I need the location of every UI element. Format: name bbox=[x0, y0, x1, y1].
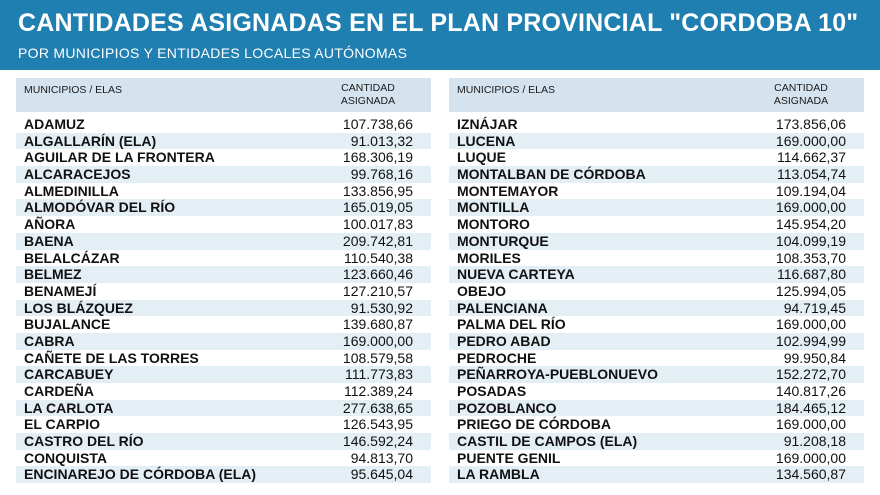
municipality-name: CARDEÑA bbox=[24, 383, 94, 399]
municipality-name: AÑORA bbox=[24, 216, 76, 233]
assigned-amount: 140.817,26 bbox=[775, 383, 846, 399]
assigned-amount: 165.019,05 bbox=[342, 199, 413, 216]
assigned-amount: 169.000,00 bbox=[342, 332, 413, 349]
left-table bbox=[16, 78, 431, 483]
column-header-municipios: MUNICIPIOS / ELAS bbox=[457, 84, 556, 96]
assigned-amount: 110.540,38 bbox=[343, 249, 413, 266]
right-table bbox=[449, 78, 864, 483]
assigned-amount: 169.000,00 bbox=[775, 199, 846, 216]
municipality-name: PALMA DEL RÍO bbox=[457, 316, 566, 333]
assigned-amount: 108.353,70 bbox=[775, 249, 846, 266]
table-row bbox=[16, 433, 431, 450]
assigned-amount: 99.768,16 bbox=[350, 166, 413, 183]
table-row bbox=[449, 366, 864, 383]
right-table-header bbox=[449, 78, 864, 112]
assigned-amount: 114.662,37 bbox=[776, 149, 846, 166]
assigned-amount: 91.530,92 bbox=[350, 299, 413, 316]
assigned-amount: 91.013,32 bbox=[350, 132, 413, 149]
assigned-amount: 100.017,83 bbox=[342, 216, 413, 233]
municipality-name: CAÑETE DE LAS TORRES bbox=[24, 349, 199, 366]
table-row bbox=[16, 383, 431, 400]
municipality-name: ALMODÓVAR DEL RÍO bbox=[24, 199, 176, 216]
assigned-amount: 104.099,19 bbox=[775, 232, 846, 249]
assigned-amount: 145.954,20 bbox=[775, 216, 846, 233]
table-row bbox=[16, 300, 431, 317]
municipality-name: MONTURQUE bbox=[457, 232, 549, 249]
municipality-name: BENAMEJÍ bbox=[24, 282, 97, 299]
assigned-amount: 152.272,70 bbox=[775, 366, 846, 383]
table-row bbox=[449, 283, 864, 300]
assigned-amount: 125.994,05 bbox=[775, 282, 846, 299]
table-row bbox=[16, 450, 431, 467]
municipality-name: LUCENA bbox=[457, 132, 516, 149]
table-row bbox=[449, 416, 864, 433]
municipality-name: ADAMUZ bbox=[24, 116, 85, 132]
assigned-amount: 134.560,87 bbox=[775, 466, 846, 483]
table-row bbox=[449, 149, 864, 166]
table-row bbox=[449, 300, 864, 317]
table-row bbox=[16, 466, 431, 483]
column-header-cantidad-line2: ASIGNADA bbox=[773, 95, 829, 107]
assigned-amount: 169.000,00 bbox=[775, 416, 846, 433]
table-row bbox=[449, 433, 864, 450]
municipality-name: PEDROCHE bbox=[457, 349, 537, 366]
municipality-name: BUJALANCE bbox=[24, 316, 111, 333]
assigned-amount: 112.389,24 bbox=[343, 383, 413, 399]
assigned-amount: 102.994,99 bbox=[775, 332, 846, 349]
assigned-amount: 126.543,95 bbox=[342, 416, 413, 433]
assigned-amount: 169.000,00 bbox=[775, 316, 846, 333]
table-row bbox=[449, 216, 864, 233]
municipality-name: LUQUE bbox=[457, 149, 506, 166]
left-table-header bbox=[16, 78, 431, 112]
assigned-amount: 146.592,24 bbox=[342, 433, 413, 450]
municipality-name: ALGALLARÍN (ELA) bbox=[24, 132, 157, 149]
assigned-amount: 94.719,45 bbox=[783, 299, 846, 316]
assigned-amount: 95.645,04 bbox=[350, 466, 413, 483]
assigned-amount: 116.687,80 bbox=[776, 266, 846, 283]
table-row bbox=[16, 350, 431, 367]
municipality-name: BELMEZ bbox=[24, 266, 82, 283]
assigned-amount: 169.000,00 bbox=[775, 132, 846, 149]
header-banner bbox=[0, 0, 880, 70]
assigned-amount: 123.660,46 bbox=[342, 266, 413, 283]
municipality-name: CABRA bbox=[24, 332, 75, 349]
table-row bbox=[449, 233, 864, 250]
table-row bbox=[16, 416, 431, 433]
assigned-amount: 127.210,57 bbox=[342, 282, 413, 299]
table-row bbox=[449, 166, 864, 183]
assigned-amount: 277.638,65 bbox=[342, 399, 413, 416]
table-row bbox=[449, 333, 864, 350]
assigned-amount: 184.465,12 bbox=[775, 399, 846, 416]
municipality-name: PRIEGO DE CÓRDOBA bbox=[457, 416, 612, 433]
municipality-name: BELALCÁZAR bbox=[24, 249, 120, 266]
table-row bbox=[16, 133, 431, 150]
municipality-name: CONQUISTA bbox=[24, 449, 107, 466]
municipality-name: MONTILLA bbox=[457, 199, 530, 216]
assigned-amount: 111.773,83 bbox=[345, 366, 413, 383]
assigned-amount: 169.000,00 bbox=[775, 449, 846, 466]
table-row bbox=[16, 166, 431, 183]
assigned-amount: 133.856,95 bbox=[342, 182, 413, 199]
municipality-name: ALMEDINILLA bbox=[24, 182, 119, 199]
column-header-cantidad-line2: ASIGNADA bbox=[340, 95, 396, 107]
assigned-amount: 108.579,58 bbox=[342, 349, 413, 366]
table-row bbox=[16, 366, 431, 383]
table-row bbox=[449, 199, 864, 216]
assigned-amount: 113.054,74 bbox=[776, 166, 846, 183]
municipality-name: CARCABUEY bbox=[24, 366, 114, 383]
assigned-amount: 209.742,81 bbox=[342, 232, 413, 249]
table-row bbox=[16, 333, 431, 350]
assigned-amount: 168.306,19 bbox=[342, 149, 413, 166]
left-table-body bbox=[16, 116, 431, 483]
municipality-name: LA RAMBLA bbox=[457, 466, 540, 483]
assigned-amount: 91.208,18 bbox=[783, 433, 846, 450]
municipality-name: PEÑARROYA-PUEBLONUEVO bbox=[457, 366, 658, 383]
municipality-name: EL CARPIO bbox=[24, 416, 100, 433]
municipality-name: ENCINAREJO DE CÓRDOBA (ELA) bbox=[24, 466, 257, 483]
table-row bbox=[16, 283, 431, 300]
municipality-name: NUEVA CARTEYA bbox=[457, 266, 575, 283]
page-title: CANTIDADES ASIGNADAS EN EL PLAN PROVINCIAL "CORDOBA 10" bbox=[18, 9, 859, 37]
municipality-name: CASTIL DE CAMPOS (ELA) bbox=[457, 433, 638, 450]
assigned-amount: 94.813,70 bbox=[350, 449, 413, 466]
table-row bbox=[16, 316, 431, 333]
column-header-cantidad bbox=[333, 82, 403, 108]
table-row bbox=[449, 350, 864, 367]
municipality-name: POZOBLANCO bbox=[457, 399, 557, 416]
right-table-body bbox=[449, 116, 864, 483]
municipality-name: PUENTE GENIL bbox=[457, 449, 561, 466]
municipality-name: MORILES bbox=[457, 249, 521, 266]
municipality-name: BAENA bbox=[24, 232, 74, 249]
table-row bbox=[16, 199, 431, 216]
table-row bbox=[449, 383, 864, 400]
municipality-name: OBEJO bbox=[457, 282, 507, 299]
table-row bbox=[16, 183, 431, 200]
municipality-name: PALENCIANA bbox=[457, 299, 548, 316]
table-row bbox=[449, 250, 864, 267]
municipality-name: MONTORO bbox=[457, 216, 530, 233]
table-row bbox=[16, 233, 431, 250]
table-row bbox=[449, 266, 864, 283]
column-header-cantidad bbox=[766, 82, 836, 108]
municipality-name: ALCARACEJOS bbox=[24, 166, 131, 183]
column-header-municipios: MUNICIPIOS / ELAS bbox=[24, 84, 123, 96]
table-row bbox=[449, 183, 864, 200]
table-row bbox=[16, 250, 431, 267]
municipality-name: LOS BLÁZQUEZ bbox=[24, 299, 133, 316]
municipality-name: MONTEMAYOR bbox=[457, 182, 559, 199]
table-row bbox=[16, 266, 431, 283]
column-header-cantidad-line1: CANTIDAD bbox=[341, 82, 395, 94]
municipality-name: MONTALBAN DE CÓRDOBA bbox=[457, 166, 646, 183]
table-row bbox=[449, 316, 864, 333]
page-subtitle: POR MUNICIPIOS Y ENTIDADES LOCALES AUTÓNOMAS bbox=[18, 45, 408, 61]
column-header-cantidad-line1: CANTIDAD bbox=[774, 82, 828, 94]
municipality-name: AGUILAR DE LA FRONTERA bbox=[24, 149, 215, 166]
table-row bbox=[449, 400, 864, 417]
municipality-name: LA CARLOTA bbox=[24, 399, 114, 416]
assigned-amount: 173.856,06 bbox=[775, 116, 846, 132]
table-row bbox=[449, 116, 864, 133]
table-row bbox=[16, 149, 431, 166]
table-row bbox=[449, 466, 864, 483]
assigned-amount: 99.950,84 bbox=[783, 349, 846, 366]
assigned-amount: 109.194,04 bbox=[775, 182, 846, 199]
municipality-name: POSADAS bbox=[457, 383, 527, 399]
assigned-amount: 139.680,87 bbox=[342, 316, 413, 333]
table-row bbox=[16, 400, 431, 417]
assigned-amount: 107.738,66 bbox=[342, 116, 413, 132]
table-row bbox=[16, 116, 431, 133]
municipality-name: IZNÁJAR bbox=[457, 116, 518, 132]
table-row bbox=[449, 133, 864, 150]
municipality-name: PEDRO ABAD bbox=[457, 332, 551, 349]
table-row bbox=[16, 216, 431, 233]
table-row bbox=[449, 450, 864, 467]
municipality-name: CASTRO DEL RÍO bbox=[24, 433, 144, 450]
